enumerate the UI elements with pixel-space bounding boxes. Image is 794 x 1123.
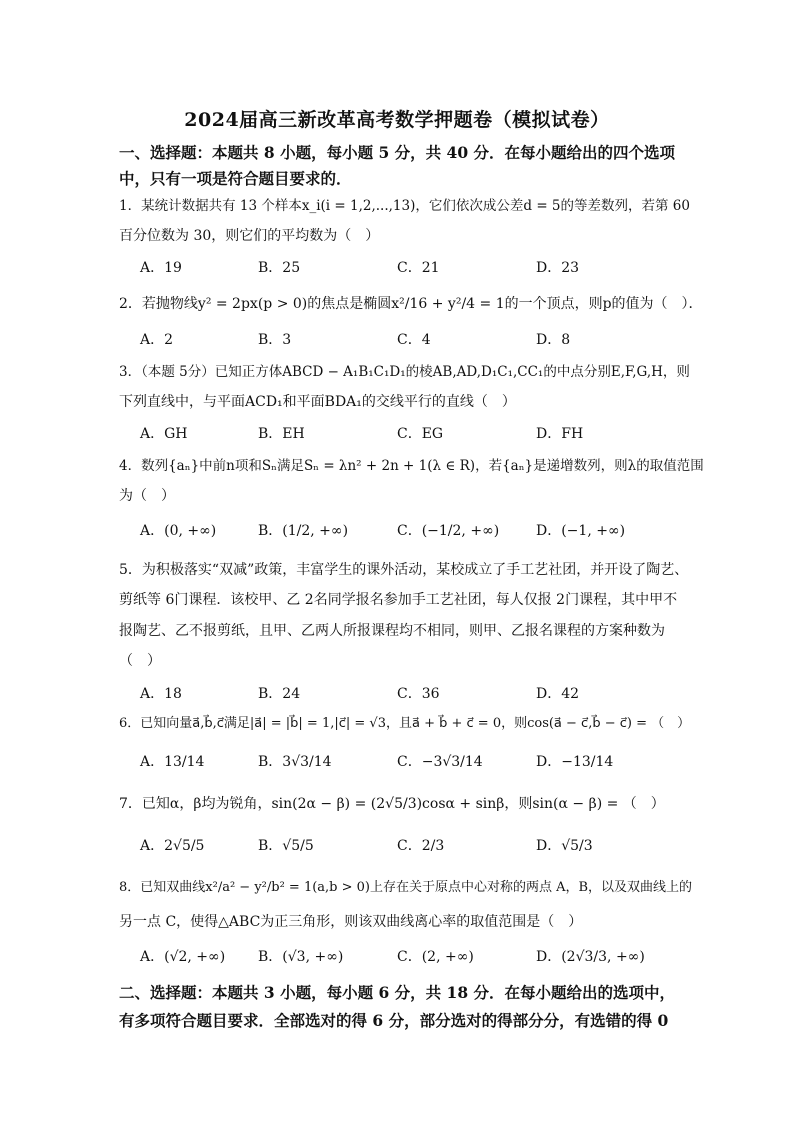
section1-heading-line2: 中，只有一项是符合题目要求的． [119,169,352,188]
q8-option-d: D．(2√3/3, +∞) [536,949,645,965]
q5-line2: 剪纸等 6门课程．该校甲、乙 2名同学报名参加手工艺社团，每人仅报 2门课程，其中甲不 [119,592,678,608]
q5-line3: 报陶艺、乙不报剪纸，且甲、乙两人所报课程均不相同，则甲、乙报名课程的方案种数为 [119,623,665,639]
q4-option-a: A．(0, +∞) [140,523,217,539]
q7-option-d: D．√5/3 [536,838,593,854]
q7-option-c: C．2/3 [397,838,445,854]
q4-line2: 为（ ） [119,488,175,504]
q5-option-d: D．42 [536,686,580,702]
q3-option-d: D．FH [536,426,584,442]
q2-option-d: D．8 [536,332,571,348]
q1-option-b: B．25 [258,260,301,276]
q3-line1: 3．（本题 5分）已知正方体ABCD − A₁B₁C₁D₁的棱AB,AD,D₁C₁,CC₁的中点分别E,F,G,H，则 [119,364,690,380]
q5-line1: 5．为积极落实“双减”政策，丰富学生的课外活动，某校成立了手工艺社团，并开设了陶艺、 [119,562,689,578]
q8-option-a: A．(√2, +∞) [140,949,226,965]
q1-option-d: D．23 [536,260,580,276]
q6-option-b: B．3√3/14 [258,754,332,770]
q1-line1: 1．某统计数据共有 13 个样本x_i(i = 1,2,...,13)，它们依次成公差d = 5的等差数列，若第 60 [119,198,690,214]
q1-line2: 百分位数为 30，则它们的平均数为（ ） [119,228,380,244]
q4-line1: 4．数列{aₙ}中前n项和Sₙ满足Sₙ = λn² + 2n + 1(λ ∈ R)，若{aₙ}是递增数列，则λ的取值范围 [119,458,704,474]
q8-option-b: B．(√3, +∞) [258,949,344,965]
q8-line1: 8．已知双曲线x²/a² − y²/b² = 1(a,b > 0)上存在关于原点中心对称的两点 A，B，以及双曲线上的 [119,880,693,895]
section2-heading-line1: 二、选择题：本题共 3 小题，每小题 6 分，共 18 分．在每小题给出的选项中， [119,983,676,1002]
q6-option-a: A．13/14 [140,754,205,770]
q5-option-c: C．36 [397,686,440,702]
q1-option-c: C．21 [397,260,440,276]
q2-option-b: B．3 [258,332,292,348]
q5-line4: （ ） [119,653,161,669]
q8-option-c: C．(2, +∞) [397,949,474,965]
q3-option-c: C．EG [397,426,444,442]
q4-option-c: C．(−1/2, +∞) [397,523,500,539]
q4-option-b: B．(1/2, +∞) [258,523,349,539]
q5-option-a: A．18 [140,686,182,702]
section1-heading-line1: 一、选择题：本题共 8 小题，每小题 5 分，共 40 分．在每小题给出的四个选项 [119,143,676,162]
q7-line1: 7．已知α，β均为锐角，sin(2α − β) = (2√5/3)cosα + sinβ，则sin(α − β) = （ ） [119,796,665,812]
q3-option-a: A．GH [140,426,188,442]
q2-option-c: C．4 [397,332,431,348]
section2-heading-line2: 有多项符合题目要求．全部选对的得 6 分，部分选对的得部分分，有选错的得 0 [119,1011,669,1030]
q6-line1: 6．已知向量a⃗,b⃗,c⃗满足|a⃗| = |b⃗| = 1,|c⃗| = √3，且a⃗ + b⃗ + c⃗ = 0，则cos(a⃗ − c⃗,b⃗ − c⃗) = （ ） [119,716,691,731]
q6-option-d: D．−13/14 [536,754,614,770]
q3-option-b: B．EH [258,426,305,442]
q6-option-c: C．−3√3/14 [397,754,483,770]
q2-option-a: A．2 [140,332,174,348]
q7-option-a: A．2√5/5 [140,838,205,854]
q3-line2: 下列直线中，与平面ACD₁和平面BDA₁的交线平行的直线（ ） [119,394,516,410]
q4-option-d: D．(−1, +∞) [536,523,626,539]
q8-line2: 另一点 C，使得△ABC为正三角形，则该双曲线离心率的取值范围是（ ） [119,914,583,930]
q7-option-b: B．√5/5 [258,838,314,854]
page-title: 2024届高三新改革高考数学押题卷（模拟试卷） [184,109,610,131]
q2-line1: 2．若抛物线y² = 2px(p > 0)的焦点是椭圆x²/16 + y²/4 = 1的一个顶点，则p的值为（ ）． [119,296,703,312]
q1-option-a: A．19 [140,260,182,276]
q5-option-b: B．24 [258,686,301,702]
